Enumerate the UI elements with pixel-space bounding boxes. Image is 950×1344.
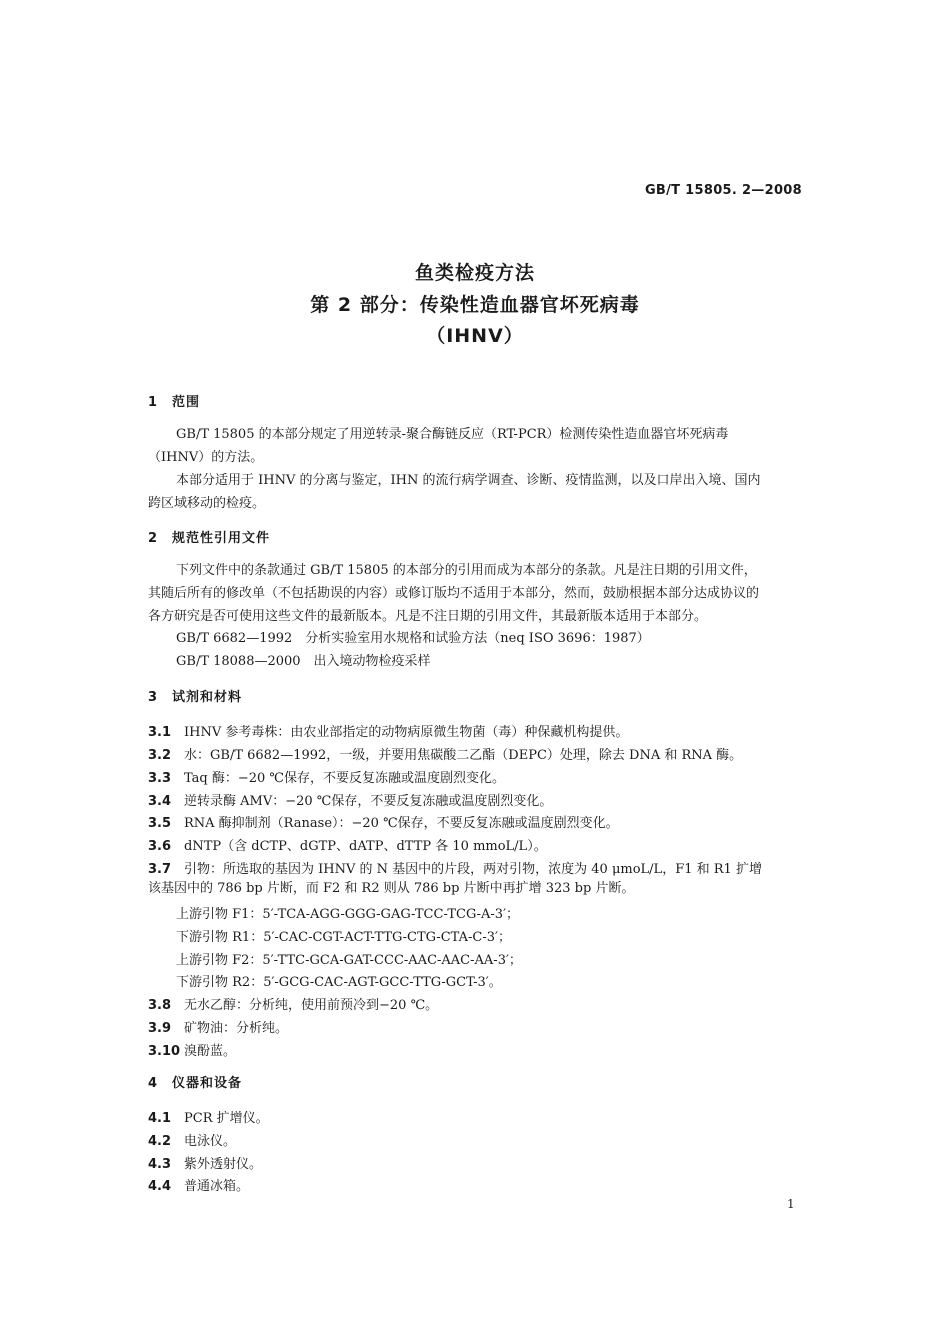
reference-item: GB/T 18088—2000 出入境动物检疫采样 <box>176 654 431 669</box>
section-title: 范围 <box>172 395 201 410</box>
item-text: 电泳仪。 <box>184 1134 237 1149</box>
paragraph-line: 下列文件中的条款通过 GB/T 15805 的本部分的引用而成为本部分的条款。凡是注日期的引用文件， <box>176 563 757 578</box>
primer-line: 下游引物 R1：5′-CAC-CGT-ACT-TTG-CTG-CTA-C-3′； <box>176 930 511 945</box>
paragraph-line: GB/T 15805 的本部分规定了用逆转录-聚合酶链反应（RT-PCR）检测传染性造血器官坏死病毒 <box>176 427 729 442</box>
paragraph-line: （IHNV）的方法。 <box>148 450 264 465</box>
list-item <box>148 858 762 877</box>
item-number: 3.4 <box>148 794 172 809</box>
section-number: 2 <box>148 531 159 546</box>
list-item <box>148 812 619 831</box>
item-text: 矿物油：分析纯。 <box>184 1021 289 1036</box>
list-item <box>148 767 505 786</box>
item-text: 无水乙醇：分析纯，使用前预冷到−20 ℃。 <box>184 998 439 1013</box>
section-3-heading <box>148 686 242 705</box>
item-number: 3.9 <box>148 1021 172 1036</box>
paragraph-line: 本部分适用于 IHNV 的分离与鉴定，IHN 的流行病学调查、诊断、疫情监测，以及口岸出入境、国内 <box>176 473 761 488</box>
section-4-heading <box>148 1072 242 1091</box>
item-text: RNA 酶抑制剂（Ranase）：−20 ℃保存，不要反复冻融或温度剧烈变化。 <box>184 816 619 831</box>
item-number: 4.3 <box>148 1157 172 1172</box>
section-number: 3 <box>148 690 159 705</box>
item-number: 3.10 <box>148 1044 181 1059</box>
item-number: 3.2 <box>148 748 172 763</box>
section-title: 试剂和材料 <box>172 690 243 705</box>
list-item <box>148 1175 249 1194</box>
item-text: 引物：所选取的基因为 IHNV 的 N 基因中的片段，两对引物，浓度为 40 μmoL/L，F1 和 R1 扩增 <box>184 862 762 877</box>
paragraph-line: 其随后所有的修改单（不包括勘误的内容）或修订版均不适用于本部分，然而，鼓励根据本部分达成协议的 <box>148 586 760 601</box>
item-number: 3.6 <box>148 839 172 854</box>
primer-line: 下游引物 R2：5′-GCG-CAC-AGT-GCC-TTG-GCT-3′。 <box>176 975 502 990</box>
item-text: Taq 酶：−20 ℃保存，不要反复冻融或温度剧烈变化。 <box>184 771 505 786</box>
list-item <box>148 1153 262 1172</box>
item-number: 4.2 <box>148 1134 172 1149</box>
item-text: IHNV 参考毒株：由农业部指定的动物病原微生物菌（毒）种保藏机构提供。 <box>184 725 629 740</box>
item-text: PCR 扩增仪。 <box>184 1111 269 1126</box>
primer-line: 上游引物 F2：5′-TTC-GCA-GAT-CCC-AAC-AAC-AA-3′； <box>176 953 522 968</box>
paragraph-line: 该基因中的 786 bp 片断，而 F2 和 R2 则从 786 bp 片断中再扩增 323 bp 片断。 <box>148 881 635 896</box>
item-text: dNTP（含 dCTP、dGTP、dATP、dTTP 各 10 mmoL/L）。 <box>184 839 547 854</box>
list-item <box>148 721 628 740</box>
section-2-heading <box>148 527 270 546</box>
item-number: 4.4 <box>148 1179 172 1194</box>
item-text: 逆转录酶 AMV：−20 ℃保存，不要反复冻融或温度剧烈变化。 <box>184 794 553 809</box>
paragraph-line: 跨区域移动的检疫。 <box>148 496 266 511</box>
item-number: 3.1 <box>148 725 172 740</box>
list-item <box>148 1107 269 1126</box>
list-item <box>148 1130 236 1149</box>
item-text: 水：GB/T 6682—1992，一级，并要用焦碳酸二乙酯（DEPC）处理，除去 DNA 和 RNA 酶。 <box>184 748 743 763</box>
section-number: 4 <box>148 1076 159 1091</box>
section-title: 仪器和设备 <box>172 1076 243 1091</box>
primer-line: 上游引物 F1：5′-TCA-AGG-GGG-GAG-TCC-TCG-A-3′； <box>176 907 520 922</box>
item-text: 普通冰箱。 <box>184 1179 250 1194</box>
list-item <box>148 1017 288 1036</box>
item-text: 紫外透射仪。 <box>184 1157 263 1172</box>
item-text: 溴酚蓝。 <box>184 1044 237 1059</box>
section-1-heading <box>148 391 200 410</box>
list-item <box>148 744 742 763</box>
page-number: 1 <box>787 1197 795 1211</box>
item-number: 3.8 <box>148 998 172 1013</box>
section-title: 规范性引用文件 <box>172 531 271 546</box>
paragraph-line: 各方研究是否可使用这些文件的最新版本。凡是不注日期的引用文件，其最新版本适用于本部分。 <box>148 609 708 624</box>
item-number: 3.3 <box>148 771 172 786</box>
title-line-2: 第 2 部分：传染性造血器官坏死病毒 <box>310 294 640 316</box>
reference-item: GB/T 6682—1992 分析实验室用水规格和试验方法（neq ISO 3696：1987） <box>176 631 650 646</box>
list-item <box>148 994 438 1013</box>
item-number: 4.1 <box>148 1111 172 1126</box>
title-line-3: （IHNV） <box>426 325 524 347</box>
item-number: 3.5 <box>148 816 172 831</box>
standard-code: GB/T 15805. 2—2008 <box>644 183 802 198</box>
title-line-1: 鱼类检疫方法 <box>414 262 535 284</box>
list-item <box>148 790 552 809</box>
item-number: 3.7 <box>148 862 172 877</box>
list-item <box>148 1040 236 1059</box>
list-item <box>148 835 547 854</box>
section-number: 1 <box>148 395 159 410</box>
